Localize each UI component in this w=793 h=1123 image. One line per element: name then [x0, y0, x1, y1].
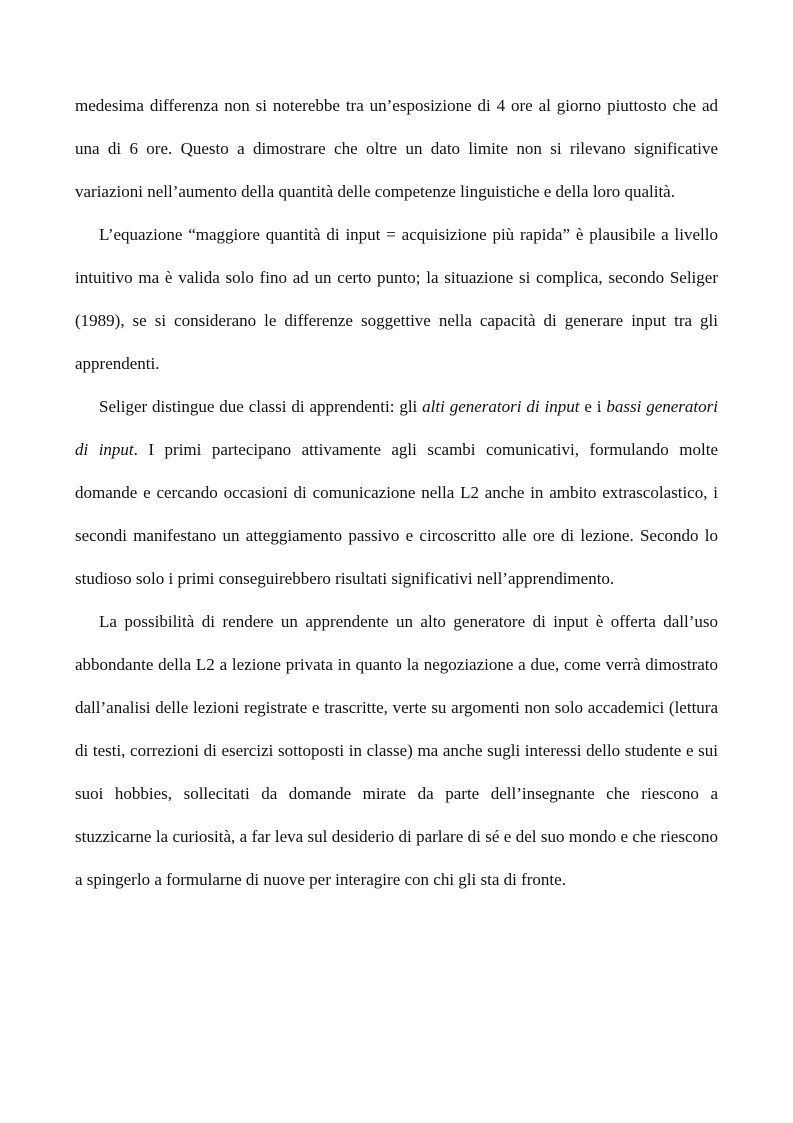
- paragraph-text: Seliger distingue due classi di apprendenti: gli: [99, 397, 423, 416]
- paragraph-2: [75, 213, 718, 385]
- paragraph-text: . I primi partecipano attivamente agli scambi comunicativi, formulando molte domande e cercando occasioni di comunicazione nella L2 anche in ambito extrascolastico, i secondi manifestano un atteggiamento passivo e circoscritto alle ore di lezione. Secondo lo studioso solo i primi conseguirebbero risultati significativi nell’apprendimento.: [75, 440, 718, 588]
- document-page: [75, 84, 718, 901]
- italic-term: bassi generatori di input: [75, 397, 718, 459]
- paragraph-text: L’equazione “maggiore quantità di input = acquisizione più rapida” è plausibile a livello intuitivo ma è valida solo fino ad un certo punto; la situazione si complica, secondo Seliger (1989), se si considerano le differenze soggettive nella capacità di generare input tra gli apprendenti.: [75, 225, 718, 373]
- paragraph-1: [75, 84, 718, 213]
- paragraph-text: La possibilità di rendere un apprendente un alto generatore di input è offerta dall’uso abbondante della L2 a lezione privata in quanto la negoziazione a due, come verrà dimostrato dall’analisi delle lezioni registrate e trascritte, verte su argomenti non solo accademici (lettura di testi, correzioni di esercizi sottoposti in classe) ma anche sugli interessi dello studente e sui suoi hobbies, sollecitati da domande mirate da parte dell’insegnante che riescono a stuzzicarne la curiosità, a far leva sul desiderio di parlare di sé e del suo mondo e che riescono a spingerlo a formularne di nuove per interagire con chi gli sta di fronte.: [75, 612, 718, 889]
- paragraph-4: [75, 600, 718, 901]
- paragraph-3: [75, 385, 718, 600]
- paragraph-text: e i: [579, 397, 607, 416]
- paragraph-text: medesima differenza non si noterebbe tra un’esposizione di 4 ore al giorno piuttosto che ad una di 6 ore. Questo a dimostrare che oltre un dato limite non si rilevano significative variazioni nell’aumento della quantità delle competenze linguistiche e della loro qualità.: [75, 96, 718, 201]
- italic-term: alti generatori di input: [422, 397, 580, 416]
